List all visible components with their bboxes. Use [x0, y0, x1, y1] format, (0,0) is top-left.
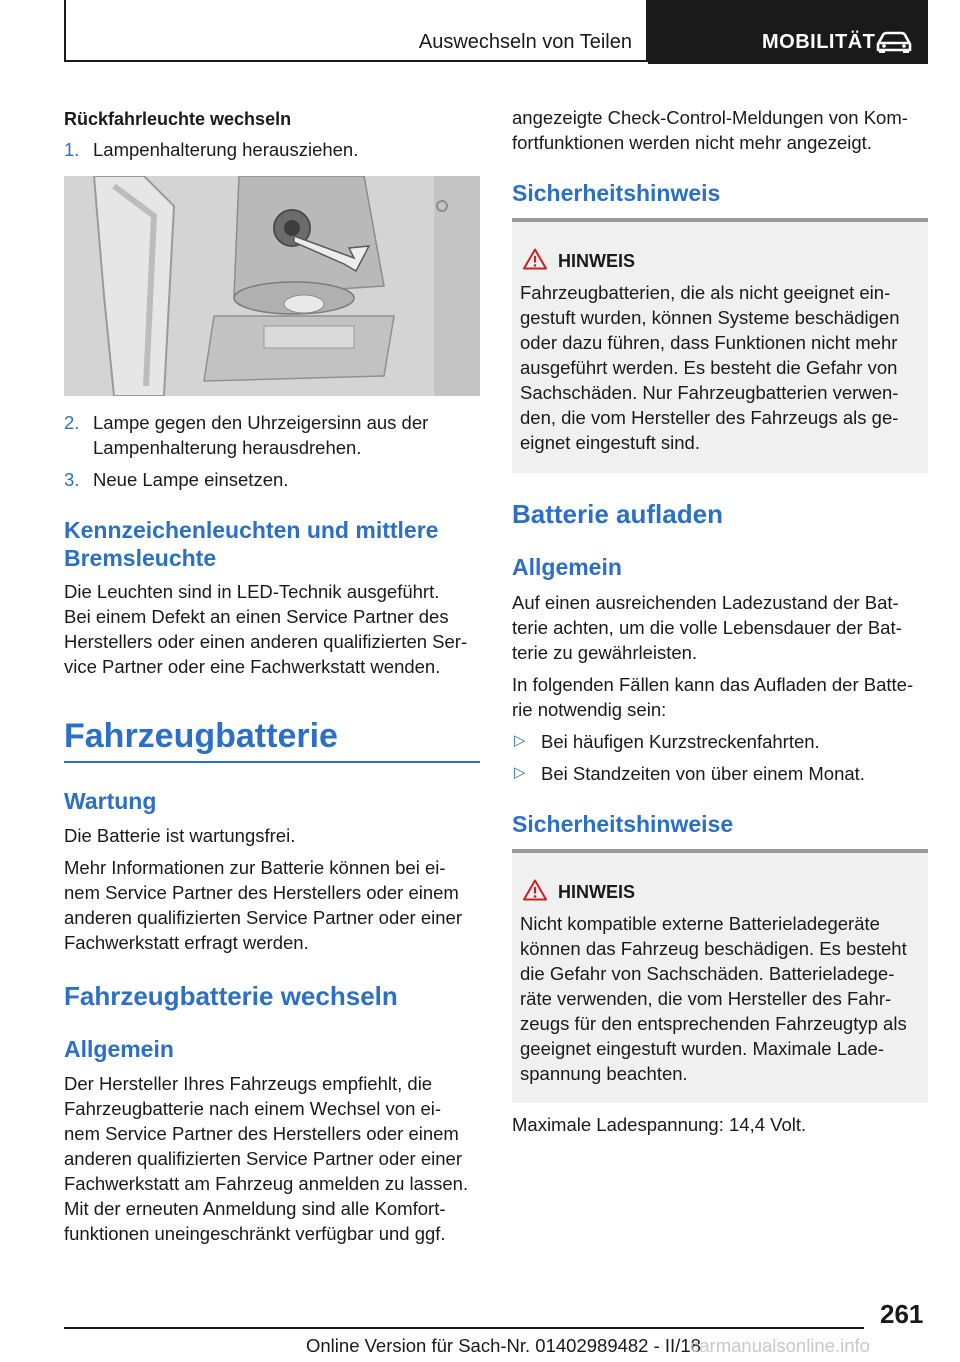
body-text: Der Hersteller Ihres Fahrzeugs empfiehlt, die — [64, 1073, 433, 1094]
chapter-tab — [648, 0, 928, 64]
body-text: rie notwendig sein: — [512, 699, 667, 720]
chapter-title: MOBILITÄT — [762, 31, 876, 53]
body-text: In folgenden Fällen kann das Aufladen der Batte- — [512, 674, 914, 695]
body-text: nem Service Partner des Herstellers oder einem — [64, 882, 459, 903]
bullet-text: Bei häufigen Kurzstreckenfahrten. — [541, 731, 820, 752]
notice-title: HINWEIS — [558, 251, 636, 271]
car-icon — [874, 30, 914, 54]
notice-text: ausgeführt werden. Es besteht die Gefahr von — [520, 357, 898, 378]
warning-icon — [523, 248, 547, 270]
notice-text: geeignet eingestuft wurden. Maximale Lade- — [520, 1038, 885, 1059]
notice-text: den, die vom Hersteller des Fahrzeugs als ge- — [520, 407, 899, 428]
body-text: anderen qualifizierten Service Partner oder einer — [64, 907, 462, 928]
bullet-triangle-icon: ▷ — [514, 764, 526, 781]
step-text: Neue Lampe einsetzen. — [93, 469, 289, 490]
page-number: 261 — [880, 1299, 924, 1329]
body-text: angezeigte Check-Control-Meldungen von Kom- — [512, 107, 908, 128]
heading-plate-lights: Kennzeichenleuchten und mittlere — [64, 517, 439, 543]
watermark: carmanualsonline.info — [690, 1335, 870, 1356]
body-text: Mehr Informationen zur Batterie können bei ei- — [64, 857, 446, 878]
notice-text: Sachschäden. Nur Fahrzeugbatterien verwen- — [520, 382, 899, 403]
heading-maintenance: Wartung — [64, 788, 157, 814]
body-text: anderen qualifizierten Service Partner oder einer — [64, 1148, 462, 1169]
body-text: Maximale Ladespannung: 14,4 Volt. — [512, 1114, 807, 1135]
bullet-triangle-icon: ▷ — [514, 732, 526, 749]
section-title: Auswechseln von Teilen — [418, 31, 632, 53]
heading-safety-note: Sicherheitshinweis — [512, 180, 721, 206]
bullet-text: Bei Standzeiten von über einem Monat. — [541, 763, 865, 784]
step-number: 3. — [64, 469, 80, 490]
body-text: Fahrzeugbatterie nach einem Wechsel von ei- — [64, 1098, 442, 1119]
footer-rule — [64, 1327, 864, 1329]
heading-plate-lights: Bremsleuchte — [64, 545, 217, 571]
body-text: Fachwerkstatt am Fahrzeug anmelden zu lassen. — [64, 1173, 469, 1194]
heading-general: Allgemein — [512, 554, 622, 580]
body-text: Herstellers oder einen anderen qualifizierten Ser- — [64, 631, 468, 652]
body-text: Die Leuchten sind in LED-Technik ausgeführt. — [64, 581, 440, 602]
body-text: vice Partner oder eine Fachwerkstatt wenden. — [64, 656, 441, 677]
heading-safety-notes: Sicherheitshinweise — [512, 811, 734, 837]
notice-text: Nicht kompatible externe Batterieladegeräte — [520, 913, 880, 934]
step-text: Lampenhalterung herausziehen. — [93, 139, 359, 160]
footer-text: Online Version für Sach-Nr. 01402989482 - II/18 — [306, 1335, 701, 1356]
body-text: Die Batterie ist wartungsfrei. — [64, 825, 296, 846]
body-text: terie achten, um die volle Lebensdauer der Bat- — [512, 617, 902, 638]
notice-text: gestuft wurden, können Systeme beschädigen — [520, 307, 900, 328]
page-header — [64, 0, 928, 64]
notice-text: Fahrzeugbatterien, die als nicht geeignet ein- — [520, 282, 891, 303]
step-number: 1. — [64, 139, 80, 160]
body-text: funktionen uneingeschränkt verfügbar und ggf. — [64, 1223, 446, 1244]
body-text: Mit der erneuten Anmeldung sind alle Komfort- — [64, 1198, 446, 1219]
section-tab — [64, 0, 648, 62]
heading-general: Allgemein — [64, 1036, 174, 1062]
step-text: Lampe gegen den Uhrzeigersinn aus der — [93, 412, 429, 433]
body-text: Bei einem Defekt an einen Service Partner des — [64, 606, 449, 627]
step-number: 2. — [64, 412, 80, 433]
notice-text: spannung beachten. — [520, 1063, 688, 1084]
notice-text: können das Fahrzeug beschädigen. Es besteht — [520, 938, 907, 959]
notice-title: HINWEIS — [558, 882, 636, 902]
warning-icon — [523, 879, 547, 901]
body-text: fortfunktionen werden nicht mehr angezeigt. — [512, 132, 872, 153]
heading-replace-battery: Fahrzeugbatterie wechseln — [64, 981, 398, 1011]
notice-box — [512, 218, 928, 473]
step-text: Lampenhalterung herausdrehen. — [93, 437, 362, 458]
heading-rule — [64, 761, 480, 763]
lamp-holder-photo — [64, 176, 480, 396]
heading-battery: Fahrzeugbatterie — [64, 717, 338, 755]
notice-text: oder dazu führen, dass Funktionen nicht mehr — [520, 332, 898, 353]
body-text: terie zu gewährleisten. — [512, 642, 698, 663]
notice-box — [512, 849, 928, 1103]
heading-charge-battery: Batterie aufladen — [512, 499, 723, 529]
body-text: Fachwerkstatt erfragt werden. — [64, 932, 309, 953]
heading-rear-light: Rückfahrleuchte wechseln — [64, 109, 292, 129]
notice-text: eignet eingestuft sind. — [520, 432, 700, 453]
body-text: nem Service Partner des Herstellers oder einem — [64, 1123, 459, 1144]
notice-text: räte verwenden, die vom Hersteller des Fahr- — [520, 988, 892, 1009]
body-text: Auf einen ausreichenden Ladezustand der Bat- — [512, 592, 899, 613]
notice-text: die Gefahr von Sachschäden. Batterieladege- — [520, 963, 895, 984]
notice-text: zeugs für den entsprechenden Fahrzeugtyp als — [520, 1013, 907, 1034]
